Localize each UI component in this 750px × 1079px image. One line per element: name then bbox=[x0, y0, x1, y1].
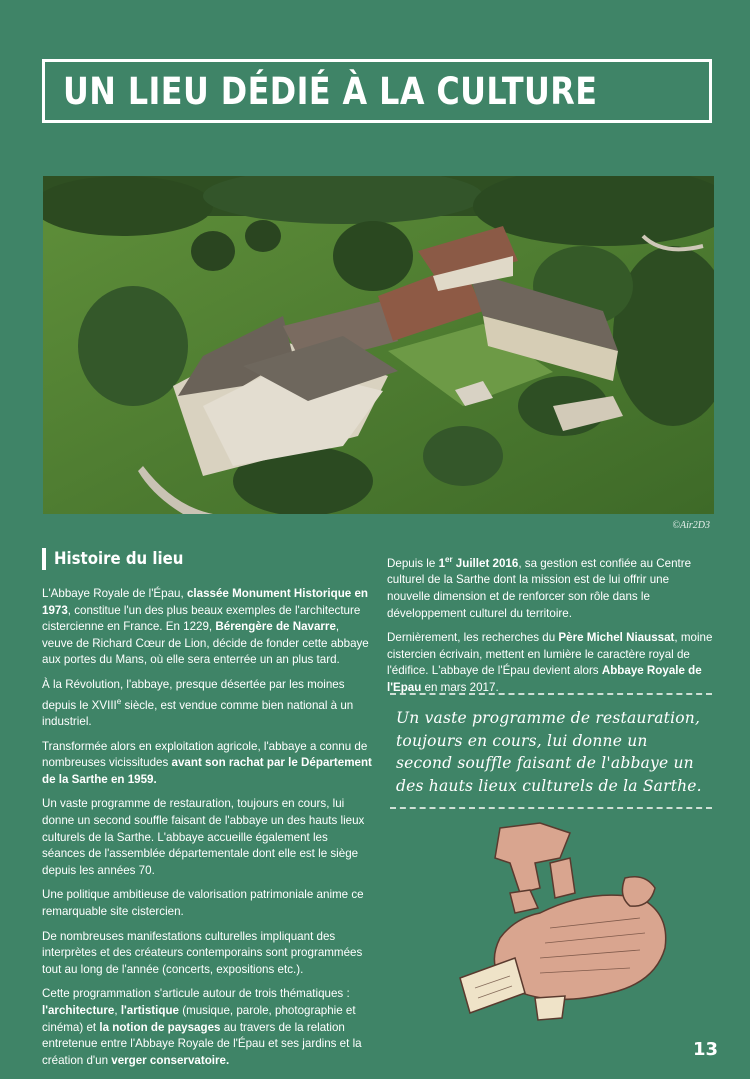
divider bbox=[390, 693, 712, 695]
left-column bbox=[42, 586, 372, 1077]
right-column bbox=[387, 552, 715, 705]
paragraph: De nombreuses manifestations culturelles impliquant des interprètes et des créateurs contemporains sont programmées tout au long de l'année (concerts, expositions etc.). bbox=[42, 929, 363, 976]
paragraph: Dernièrement, les recherches du Père Michel Niaussat, moine cistercien écrivain, mettent en lumière le caractère royal de l'édifice. L'abbaye de l'Épau devient alors Abbaye Royale de l'Epau en mars 2017. bbox=[387, 631, 713, 695]
paragraph: Une politique ambitieuse de valorisation patrimoniale anime ce remarquable site cistercien. bbox=[42, 888, 364, 918]
paragraph: L'Abbaye Royale de l'Épau, classée Monument Historique en 1973, constitue l'un des plus beaux exemples de l'architecture cistercienne en France. En 1229, Bérengère de Navarre, veuve de Richard Cœur de Lion, décide de fonder cette abbaye aux portes du Mans, où elle sera enterrée un an plus tard. bbox=[42, 587, 369, 667]
quote-text: Un vaste programme de restauration, toujours en cours, lui donne un second souffle faisant de l'abbaye un des hauts lieux culturels de la Sarthe. bbox=[396, 709, 702, 795]
page-number: 13 bbox=[692, 1039, 718, 1060]
section-bar bbox=[42, 548, 46, 570]
divider bbox=[390, 807, 712, 809]
paragraph: Un vaste programme de restauration, toujours en cours, lui donne un second souffle faisant de l'abbaye un des hauts lieux culturels de la Sarthe. L'abbaye accueille également les séances de l'assemblée départementale dont elle est le siège depuis les années 70. bbox=[42, 797, 365, 877]
section-title-text: Histoire du lieu bbox=[54, 549, 184, 569]
paragraph: À la Révolution, l'abbaye, presque désertée par les moines depuis le XVIIIe siècle, est vendue comme bien national à un industriel. bbox=[42, 677, 354, 729]
paragraph: Transformée alors en exploitation agricole, l'abbaye a connu de nombreuses vicissitudes avant son rachat par le Département de la Sarthe en 1959. bbox=[42, 739, 372, 786]
statue-illustration bbox=[440, 818, 685, 1033]
page-title: UN LIEU DÉDIÉ À LA CULTURE bbox=[63, 69, 598, 113]
section-title bbox=[42, 548, 201, 570]
gisant-statue-drawing bbox=[440, 818, 685, 1033]
abbey-aerial-illustration bbox=[43, 176, 714, 514]
photo-credit: ©Air2D3 bbox=[672, 520, 710, 531]
title-box bbox=[42, 59, 712, 123]
abbey-aerial-photo bbox=[43, 176, 714, 514]
paragraph: Depuis le 1er Juillet 2016, sa gestion est confiée au Centre culturel de la Sarthe dont la mission est de lui offrir une nouvelle dimension et de renforcer son rôle dans le développement culturel du territoire. bbox=[387, 555, 692, 620]
pull-quote bbox=[390, 693, 712, 809]
paragraph: Cette programmation s'articule autour de trois thématiques : l'architecture, l'artistique (musique, parole, photographie et cinéma) et la notion de paysages au travers de la relation entretenue entre l'Abbaye Royale de l'Épau et ses jardins et la création d'un verger conservatoire. bbox=[42, 987, 362, 1067]
